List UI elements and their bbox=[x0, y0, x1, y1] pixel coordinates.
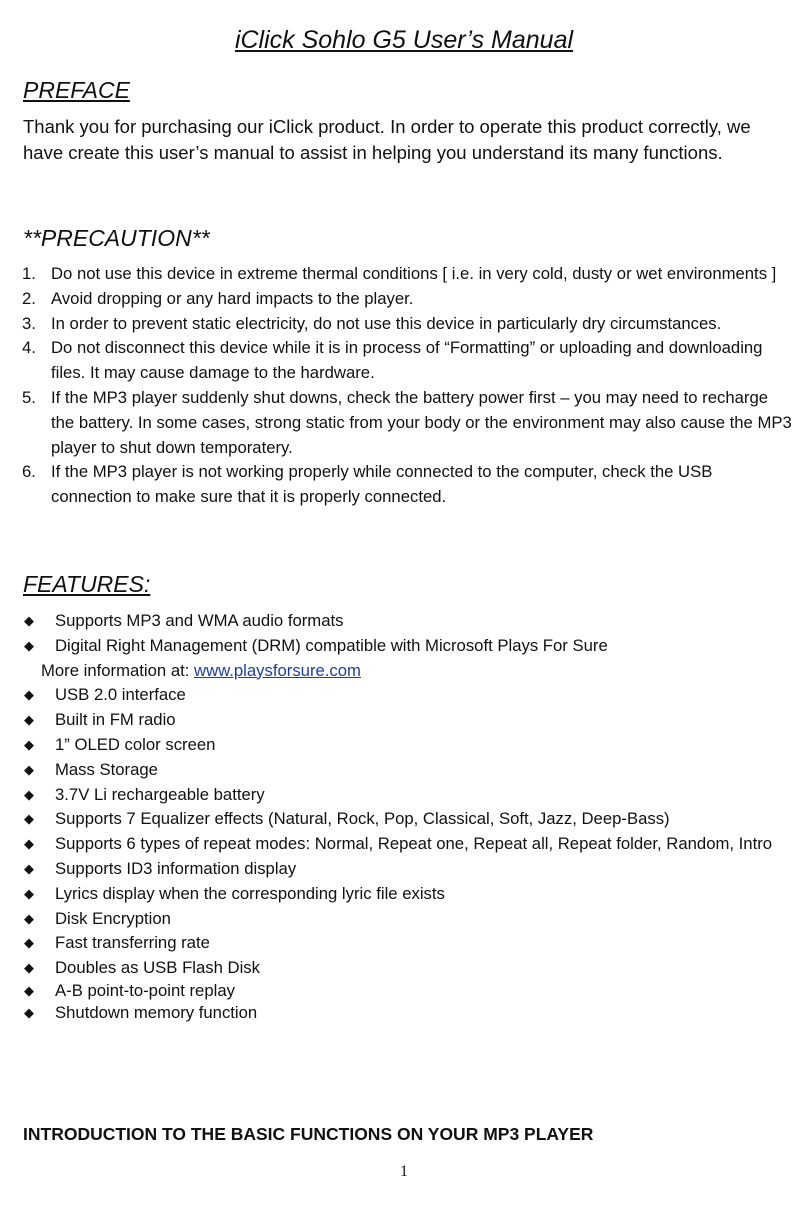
diamond-bullet-icon: ◆ bbox=[24, 786, 34, 802]
diamond-bullet-icon: ◆ bbox=[24, 836, 34, 852]
feature-text: A-B point-to-point replay bbox=[55, 980, 235, 1000]
feature-text: 1” OLED color screen bbox=[55, 734, 216, 754]
item-number: 3. bbox=[22, 313, 36, 333]
playsforsure-link[interactable]: www.playsforsure.com bbox=[194, 660, 361, 680]
item-number: 6. bbox=[22, 462, 36, 482]
item-number: 2. bbox=[22, 288, 36, 308]
feature-text: Digital Right Management (DRM) compatible with Microsoft Plays For Sure bbox=[55, 635, 608, 655]
feature-text: Mass Storage bbox=[55, 759, 158, 779]
feature-item bbox=[22, 882, 782, 907]
diamond-bullet-icon: ◆ bbox=[24, 860, 34, 876]
feature-text: Supports 6 types of repeat modes: Normal, Repeat one, Repeat all, Repeat folder, Random, Intro bbox=[55, 834, 773, 854]
feature-item bbox=[22, 956, 782, 981]
precaution-heading: **PRECAUTION** bbox=[23, 225, 210, 251]
page-number: 1 bbox=[400, 1163, 408, 1180]
diamond-bullet-icon: ◆ bbox=[24, 761, 34, 777]
diamond-bullet-icon: ◆ bbox=[24, 982, 34, 998]
feature-text: Lyrics display when the corresponding lyric file exists bbox=[55, 883, 445, 903]
feature-text: Shutdown memory function bbox=[55, 1002, 258, 1022]
diamond-bullet-icon: ◆ bbox=[24, 613, 34, 628]
feature-text: 3.7V Li rechargeable battery bbox=[55, 784, 265, 804]
precaution-item bbox=[22, 460, 794, 510]
precaution-item bbox=[22, 287, 794, 312]
feature-text: USB 2.0 interface bbox=[55, 685, 186, 705]
feature-note bbox=[22, 659, 782, 684]
feature-item bbox=[22, 857, 782, 882]
feature-item bbox=[22, 1001, 782, 1026]
diamond-bullet-icon: ◆ bbox=[24, 736, 34, 752]
item-number: 4. bbox=[22, 338, 36, 358]
features-list bbox=[22, 609, 782, 1026]
feature-text: Disk Encryption bbox=[55, 908, 171, 928]
feature-item bbox=[22, 609, 782, 634]
features-heading: FEATURES: bbox=[23, 571, 151, 597]
item-text: Avoid dropping or any hard impacts to the player. bbox=[51, 288, 414, 308]
feature-item bbox=[22, 634, 782, 659]
preface-text: Thank you for purchasing our iClick product. In order to operate this product correctly, we have create this user’s manual to assist in helping you understand its many functions. bbox=[23, 116, 751, 163]
feature-item bbox=[22, 981, 782, 1001]
diamond-bullet-icon: ◆ bbox=[24, 910, 34, 926]
feature-item bbox=[22, 931, 782, 956]
feature-text: Built in FM radio bbox=[55, 710, 176, 730]
precaution-item bbox=[22, 336, 794, 386]
item-text: If the MP3 player is not working properly while connected to the computer, check the USB connection to make sure that it is properly connected. bbox=[51, 462, 713, 507]
diamond-bullet-icon: ◆ bbox=[24, 1004, 34, 1020]
diamond-bullet-icon: ◆ bbox=[24, 637, 34, 653]
diamond-bullet-icon: ◆ bbox=[24, 811, 34, 827]
feature-text: Doubles as USB Flash Disk bbox=[55, 958, 260, 978]
diamond-bullet-icon: ◆ bbox=[24, 960, 34, 976]
more-info-label: More information at: bbox=[41, 660, 195, 680]
feature-item bbox=[22, 783, 782, 808]
item-number: 1. bbox=[22, 264, 36, 283]
precaution-item bbox=[22, 262, 794, 287]
item-text: Do not use this device in extreme thermal conditions [ i.e. in very cold, dusty or wet environments ] bbox=[51, 264, 777, 283]
feature-item bbox=[22, 758, 782, 783]
feature-item bbox=[22, 807, 782, 832]
feature-text: Supports 7 Equalizer effects (Natural, Rock, Pop, Classical, Soft, Jazz, Deep-Bass) bbox=[55, 809, 670, 829]
diamond-bullet-icon: ◆ bbox=[24, 935, 34, 951]
feature-text: Fast transferring rate bbox=[55, 933, 210, 953]
item-number: 5. bbox=[22, 387, 36, 407]
feature-text: Supports MP3 and WMA audio formats bbox=[55, 611, 344, 630]
item-text: In order to prevent static electricity, do not use this device in particularly dry circumstances. bbox=[51, 313, 722, 333]
feature-item bbox=[22, 708, 782, 733]
feature-item bbox=[22, 832, 782, 857]
item-text: If the MP3 player suddenly shut downs, check the battery power first – you may need to recharge the battery. In some cases, strong static from your body or the environment may also cause the MP3 player to shut down temporatery. bbox=[51, 387, 792, 457]
precaution-list bbox=[22, 262, 794, 510]
feature-text: Supports ID3 information display bbox=[55, 858, 297, 878]
diamond-bullet-icon: ◆ bbox=[24, 687, 34, 703]
diamond-bullet-icon: ◆ bbox=[24, 712, 34, 728]
preface-heading: PREFACE bbox=[23, 77, 130, 103]
precaution-item bbox=[22, 386, 794, 460]
precaution-item bbox=[22, 312, 794, 337]
manual-title: iClick Sohlo G5 User’s Manual bbox=[234, 26, 574, 54]
feature-item bbox=[22, 683, 782, 708]
diamond-bullet-icon: ◆ bbox=[24, 885, 34, 901]
item-text: Do not disconnect this device while it is in process of “Formatting” or uploading and downloading files. It may cause damage to the hardware. bbox=[51, 338, 763, 383]
feature-item bbox=[22, 907, 782, 932]
feature-item bbox=[22, 733, 782, 758]
intro-heading: INTRODUCTION TO THE BASIC FUNCTIONS ON YOUR MP3 PLAYER bbox=[23, 1124, 594, 1144]
